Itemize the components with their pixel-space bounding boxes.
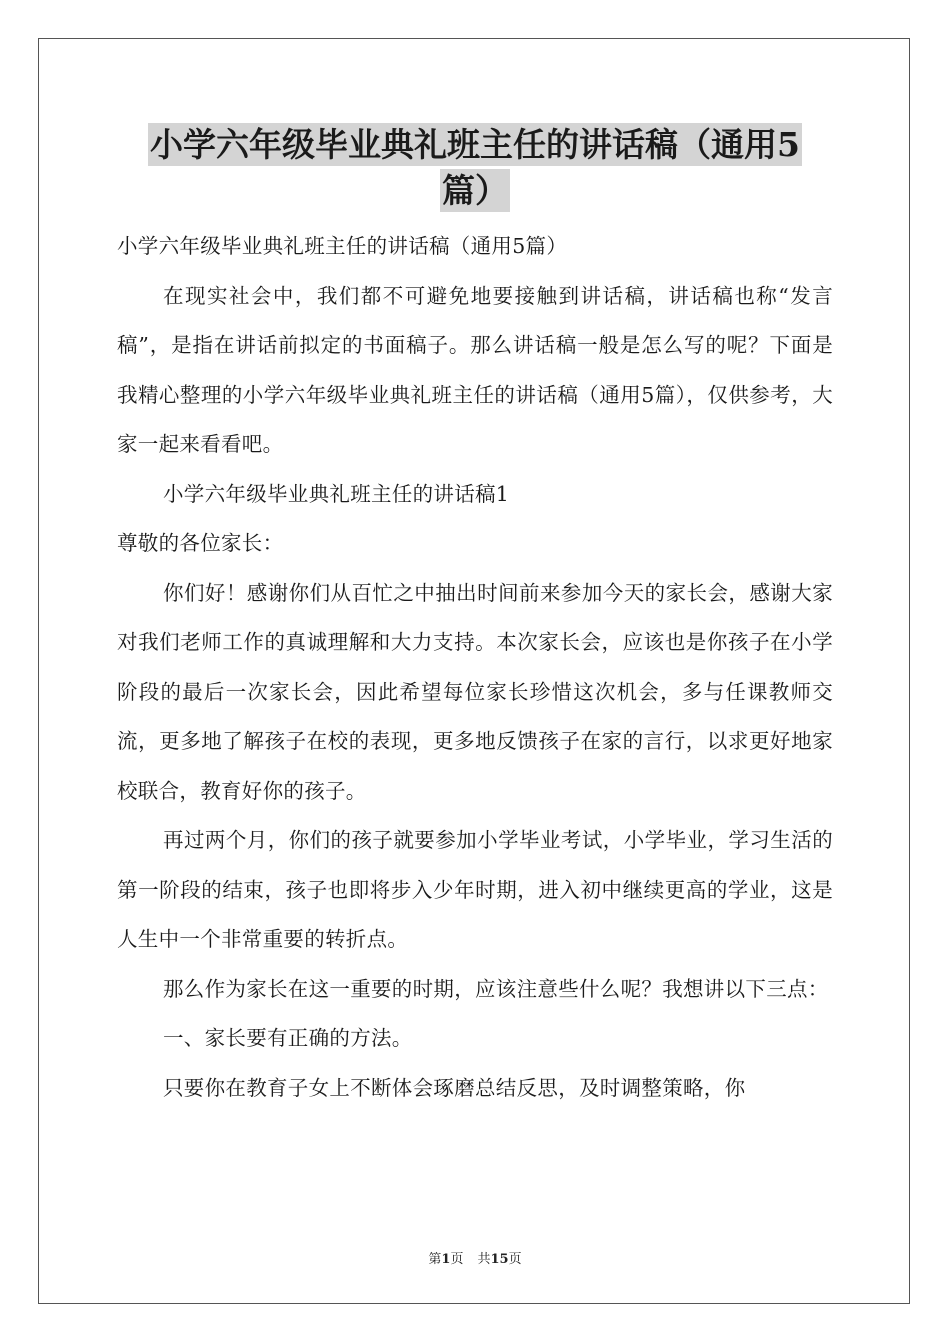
paragraph-transition: 再过两个月，你们的孩子就要参加小学毕业考试，小学毕业，学习生活的第一阶段的结束，孩子也即将步入少年时期，进入初中继续更高的学业，这是人生中一个非常重要的转折点。 — [117, 828, 833, 951]
document-body — [117, 222, 833, 1113]
title-line-1: 小学六年级毕业典礼班主任的讲话稿（通用5 — [150, 125, 800, 164]
paragraph-subtitle: 小学六年级毕业典礼班主任的讲话稿（通用5篇） — [117, 234, 568, 258]
footer-page-prefix: 第 — [428, 1252, 442, 1267]
footer-page-number: 1 — [441, 1252, 451, 1267]
paragraph-intro: 在现实社会中，我们都不可避免地要接触到讲话稿，讲话稿也称“发言稿”，是指在讲话前拟定的书面稿子。那么讲话稿一般是怎么写的呢？下面是我精心整理的小学六年级毕业典礼班主任的讲话稿（通用5篇），仅供参考，大家一起来看看吧。 — [117, 283, 833, 456]
title-line-2: 篇） — [442, 171, 508, 210]
footer-total-suffix: 页 — [508, 1252, 522, 1267]
paragraph-greeting: 你们好！感谢你们从百忙之中抽出时间前来参加今天的家长会，感谢大家对我们老师工作的真诚理解和大力支持。本次家长会，应该也是你孩子在小学阶段的最后一次家长会，因此希望每位家长珍惜这次机会，多与任课教师交流，更多地了解孩子在校的表现，更多地反馈孩子在家的言行，以求更好地家校联合，教育好你的孩子。 — [117, 580, 833, 803]
paragraph-continued: 只要你在教育子女上不断体会琢磨总结反思，及时调整策略，你 — [163, 1075, 746, 1100]
footer-page-suffix: 页 — [450, 1252, 464, 1267]
document-title — [60, 122, 890, 214]
paragraph-section-heading: 小学六年级毕业典礼班主任的讲话稿1 — [163, 481, 510, 506]
paragraph-point-one: 一、家长要有正确的方法。 — [163, 1026, 413, 1050]
paragraph-salutation: 尊敬的各位家长： — [117, 531, 284, 555]
paragraph-question: 那么作为家长在这一重要的时期，应该注意些什么呢？我想讲以下三点： — [163, 976, 829, 1001]
footer-total-prefix: 共 — [477, 1252, 491, 1267]
page-footer — [0, 1248, 950, 1267]
footer-total-number: 15 — [490, 1252, 509, 1267]
